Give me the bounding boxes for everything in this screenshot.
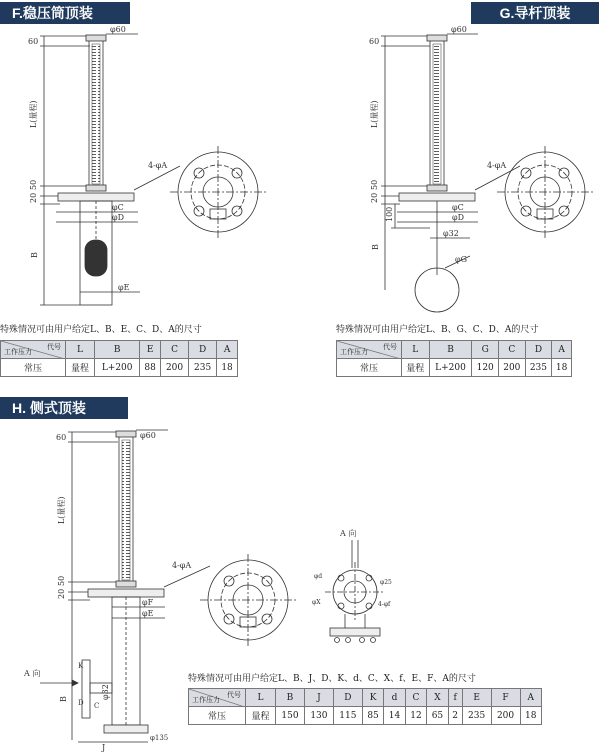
table-row (337, 359, 572, 377)
header-cell: d (384, 689, 405, 707)
row-label: 常压 (1, 359, 66, 377)
value-cell: 量程 (66, 359, 95, 377)
value-cell: 18 (520, 707, 541, 725)
g-phiC: φC (452, 203, 464, 212)
pressure-label: 工作压力 (340, 348, 368, 356)
table-corner-cell (1, 341, 66, 359)
f-dim-20: 20 (29, 192, 38, 203)
header-cell: B (276, 689, 305, 707)
h-view-phid: φd (314, 573, 323, 580)
f-dim-60: 60 (28, 37, 39, 46)
h-view-a-label: A 向 (340, 529, 357, 538)
value-cell: 200 (499, 359, 526, 377)
h-phi135: φ135 (150, 734, 169, 742)
header-cell: K (362, 689, 383, 707)
header-cell: L (246, 689, 276, 707)
header-cell: X (427, 689, 448, 707)
header-cell: D (525, 341, 552, 359)
g-phiD: φD (452, 213, 465, 222)
f-dim-L: L(量程) (29, 100, 38, 128)
table-corner-cell (189, 689, 246, 707)
f-dim-B: B (30, 252, 39, 258)
h-arrow-label: A 向 (24, 669, 41, 678)
header-cell: C (405, 689, 426, 707)
h-phi32: φ32 (101, 684, 110, 700)
note-f: 特殊情况可由用户给定L、B、E、C、D、A的尺寸 (0, 325, 202, 335)
code-label: 代号 (383, 343, 397, 351)
header-cell: L (66, 341, 95, 359)
value-cell: 量程 (402, 359, 430, 377)
g-dim-60: 60 (369, 37, 380, 46)
f-phiD: φD (112, 213, 125, 222)
header-cell: F (491, 689, 520, 707)
header-cell: E (462, 689, 491, 707)
section-title-f: F.稳压筒顶装 (0, 2, 130, 24)
value-cell: 235 (525, 359, 552, 377)
h-view-phi25: φ25 (380, 579, 392, 586)
g-dim-50: 50 (370, 179, 379, 190)
header-cell: L (402, 341, 430, 359)
value-cell: 14 (384, 707, 405, 725)
table-corner-cell (337, 341, 402, 359)
value-cell: 235 (462, 707, 491, 725)
g-phi32: φ32 (443, 229, 459, 238)
g-dim-B: B (371, 244, 380, 250)
header-cell: A (520, 689, 541, 707)
header-cell: C (499, 341, 526, 359)
spec-table-f (0, 340, 238, 377)
value-cell: 量程 (246, 707, 276, 725)
section-title-g: G.导杆顶装 (471, 2, 599, 24)
header-cell: A (217, 341, 238, 359)
header-cell: D (189, 341, 217, 359)
h-dim-K: K (78, 662, 84, 670)
value-cell: 200 (491, 707, 520, 725)
value-cell: 150 (276, 707, 305, 725)
table-header-row (337, 341, 572, 359)
note-g: 特殊情况可由用户给定L、B、G、C、D、A的尺寸 (336, 325, 539, 335)
header-cell: J (304, 689, 333, 707)
value-cell: 235 (189, 359, 217, 377)
value-cell: 18 (217, 359, 238, 377)
value-cell: 12 (405, 707, 426, 725)
header-cell: E (140, 341, 161, 359)
value-cell: L+200 (95, 359, 140, 377)
header-cell: G (472, 341, 499, 359)
spec-table-g (336, 340, 572, 377)
f-dim-50: 50 (29, 179, 38, 190)
note-h: 特殊情况可由用户给定L、B、J、D、K、d、C、X、f、E、F、A的尺寸 (188, 674, 476, 684)
section-title-h: H. 侧式顶装 (0, 397, 128, 419)
value-cell: L+200 (429, 359, 472, 377)
h-dim-20: 20 (57, 588, 66, 599)
header-cell: B (95, 341, 140, 359)
value-cell: 115 (333, 707, 362, 725)
g-holes: 4-φA (487, 161, 507, 170)
value-cell: 88 (140, 359, 161, 377)
h-dim-D: D (78, 699, 84, 707)
f-holes: 4-φA (148, 161, 168, 170)
value-cell: 85 (362, 707, 383, 725)
h-dim-60: 60 (56, 433, 67, 442)
h-dim-J: J (102, 743, 106, 752)
g-dim-20: 20 (370, 192, 379, 203)
f-phi60: φ60 (110, 25, 126, 34)
g-phiG: φG (455, 255, 467, 264)
g-phi60: φ60 (451, 25, 467, 34)
header-cell: D (333, 689, 362, 707)
h-holes: 4-φA (172, 561, 192, 570)
h-dim-50: 50 (57, 575, 66, 586)
table-header-row (189, 689, 542, 707)
table-row (189, 707, 542, 725)
pressure-label: 工作压力 (4, 348, 32, 356)
f-phiE: φE (118, 283, 130, 292)
g-dim-L: L(量程) (370, 100, 379, 128)
h-phiE: φE (142, 609, 154, 618)
h-view-holes: 4-φf (378, 601, 391, 608)
value-cell: 65 (427, 707, 448, 725)
h-phiF: φF (142, 598, 154, 607)
f-phiC: φC (112, 203, 124, 212)
value-cell: 130 (304, 707, 333, 725)
code-label: 代号 (227, 691, 241, 699)
row-label: 常压 (189, 707, 246, 725)
h-phi60: φ60 (140, 431, 156, 440)
spec-table-h (188, 688, 542, 725)
drawing-g (381, 34, 593, 312)
h-dim-C: C (94, 702, 100, 710)
header-cell: A (552, 341, 572, 359)
value-cell: 200 (161, 359, 189, 377)
h-dim-B: B (59, 696, 68, 702)
header-cell: C (161, 341, 189, 359)
value-cell: 18 (552, 359, 572, 377)
code-label: 代号 (47, 343, 61, 351)
table-row (1, 359, 238, 377)
h-dim-L: L(量程) (57, 496, 66, 524)
h-view-phix: φX (312, 599, 321, 606)
table-header-row (1, 341, 238, 359)
value-cell: 120 (472, 359, 499, 377)
value-cell: 2 (448, 707, 462, 725)
row-label: 常压 (337, 359, 402, 377)
header-cell: f (448, 689, 462, 707)
header-cell: B (429, 341, 472, 359)
pressure-label: 工作压力 (192, 696, 220, 704)
g-dim-100: 100 (385, 206, 394, 222)
